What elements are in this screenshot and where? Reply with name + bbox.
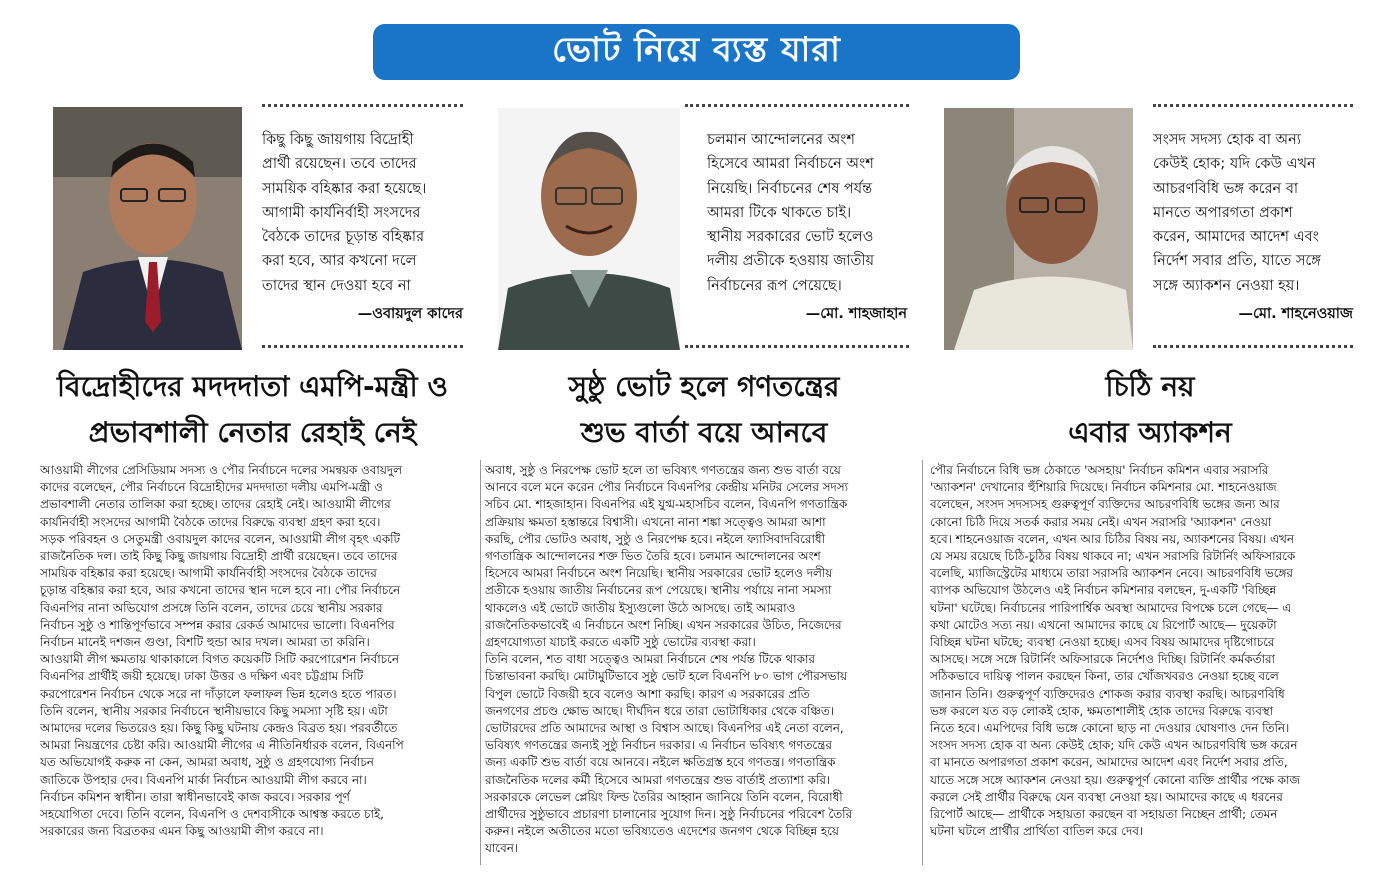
quote-rule-top-3 <box>1153 104 1353 107</box>
column-divider-2 <box>922 460 923 865</box>
headline-3: চিঠি নয় এবার অ্যাকশন <box>1068 370 1232 449</box>
quote-rule-top-2 <box>685 104 909 107</box>
article-body-3: পৌর নির্বাচনে বিধি ভঙ্গ ঠেকাতে 'অসহায়' নির্বাচন কমিশন এবার সরাসরি 'অ্যাকশন' দেখানোর হুঁশিয়ারি দিয়েছে। নির্বাচন কমিশনার মো. শাহনেওয়াজ বলেছেন, সংসদ সদস্যসহ গুরুত্বপূর্ণ ব্যক্তিদের আচরণবিধি ভঙ্গের জন্য আর কোনো চিঠি দিয়ে সতর্ক করার সময় নেই। এখন সরাসরি 'অ্যাকশন' নেওয়া হবে। শাহনেওয়াজ বলেন, এখন আর চিঠির বিষয় নয়, অ্যাকশনের বিষয়। এখন যে সময় রয়েছে চিঠি-চুঠির বিষয় থাকবে না; এখন সরাসরি রিটার্নিং অফিসারকে বলেছি, ম্যাজিস্ট্রেটের মাধ্যমে তারা সরাসরি অ্যাকশন নেবে। আচরণবিধি ভঙ্গের ব্যাপক অভিযোগ উঠলেও এই নির্বাচন কমিশনার বলছেন, দু-একটি 'বিচ্ছিন্ন ঘটনা' ঘটেছে। নির্বাচনের পারিপার্শ্বিক অবস্থা আমাদের বিপক্ষে চলে গেছে— এ কথা মোটেও সত্য নয়। এখনো আমাদের কাছে যে রিপোর্ট আছে— দুয়েকটা বিচ্ছিন্ন ঘটনা ঘটছে; ব্যবস্থা নেওয়া হচ্ছে। এসব বিষয় আমাদের দৃষ্টিগোচরে আসছে। সঙ্গে সঙ্গে রিটার্নিং অফিসারকে নির্দেশও দিচ্ছি। রিটার্নিং কর্মকর্তারা সঠিকভাবে দায়িত্ব পালন করছেন কিনা, তার খোঁজখবরও নেওয়া হচ্ছে বলে জানান তিনি। গুরুত্বপূর্ণ ব্যক্তিদেরও শোকজ করার ব্যবস্থা করছি। আচরণবিধি ভঙ্গ করলে যত বড় লোকই হোক, ক্ষমতাশালীই হোক তাদের বিরুদ্ধে ব্যবস্থা নিতে হবে। এমপিদের বিধি ভঙ্গে কোনো ছাড় না দেওয়ার ঘোষণাও দেন তিনি। সংসদ সদস্য হোক বা অন্য কেউই হোক; যদি কেউ এখন আচরণবিধি ভঙ্গ করেন বা মানতে অপারগতা প্রকাশ করেন, আমাদের আদেশ এবং নির্দেশ সবার প্রতি, যাতে সঙ্গে সঙ্গে অ্যাকশন নেওয়া হয়। গুরুত্বপূর্ণ কোনো ব্যক্তি প্রার্থীর পক্ষে কাজ করলে সেই প্রার্থীর বিরুদ্ধে যেন ব্যবস্থা নেওয়া হয়। আমাদের কাছে এ ধরনের রিপোর্ট আছে— প্রার্থীকে সহায়তা করছেন বা সহায়তা নিচ্ছেন প্রার্থী; তেমন ঘটনা ঘটলে প্রার্থীর প্রার্থিতা বাতিল করে দেব। <box>930 463 1301 839</box>
quote-rule-top-1 <box>262 104 463 107</box>
quote-text-3: সংসদ সদস্য হোক বা অন্য কেউই হোক; যদি কেউ এখন আচরণবিধি ভঙ্গ করেন বা মানতে অপারগতা প্রকাশ করেন, আমাদের আদেশ এবং নির্দেশ সবার প্রতি, যাতে সঙ্গে সঙ্গে অ্যাকশন নেওয়া হয়। <box>1153 132 1321 294</box>
article-body-2: অবাধ, সুষ্ঠু ও নিরপেক্ষ ভোট হলে তা ভবিষ্যৎ গণতন্ত্রের জন্য শুভ বার্তা বয়ে আনবে বলে মনে করেন পৌর নির্বাচনে বিএনপির কেন্দ্রীয় মনিটর সেলের সদস্য সচিব মো. শাহজাহান। বিএনপির এই যুগ্ম-মহাসচিব বলেন, বিএনপি গণতান্ত্রিক প্রক্রিয়ায় ক্ষমতা হস্তান্তরে বিশ্বাসী। এখনো নানা শঙ্কা সত্ত্বেও আমরা আশা করছি, পৌর ভোটও অবাধ, সুষ্ঠু ও নিরপেক্ষ হবে। নইলে ফ্যাসিবাদবিরোধী গণতান্ত্রিক আন্দোলনের শক্ত ভিত তৈরি হবে। চলমান আন্দোলনের অংশ হিসেবে আমরা নির্বাচনে অংশ নিয়েছি। স্থানীয় সরকারের ভোট হলেও দলীয় প্রতীকে হওয়ায় জাতীয় নির্বাচনের রূপ পেয়েছে। স্থানীয় পর্যায়ে নানা সমস্যা থাকলেও এই ভোটে জাতীয় ইস্যুগুলো উঠে আসছে। তাই আমরাও রাজনৈতিকভাবেই এ নির্বাচনে অংশ নিচ্ছি। এখন সরকারের উচিত, নিজেদের গ্রহণযোগ্যতা যাচাই করতে একটি সুষ্ঠু ভোটের ব্যবস্থা করা। তিনি বলেন, শত বাধা সত্ত্বেও আমরা নির্বাচনে শেষ পর্যন্ত টিকে থাকার চিন্তাভাবনা করছি। মোটামুটিভাবে সুষ্ঠু ভোট হলে বিএনপি ৮০ ভাগ পৌরসভায় বিপুল ভোটে বিজয়ী হবে বলেও আশা করছি। কারণ এ সরকারের প্রতি জনগণের প্রচণ্ড ক্ষোভ আছে। দীর্ঘদিন ধরে তারা ভোটাধিকার থেকে বঞ্চিত। ভোটারদের প্রতি আমাদের আস্থা ও বিশ্বাস আছে। বিএনপির এই নেতা বলেন, ভবিষ্যৎ গণতন্ত্রের জন্যই সুষ্ঠু নির্বাচন দরকার। এ নির্বাচন ভবিষ্যৎ গণতন্ত্রের জন্য একটি শুভ বার্তা বয়ে আনবে। নইলে ক্ষতিগ্রস্ত হবে গণতন্ত্র। গণতান্ত্রিক রাজনৈতিক দলের কর্মী হিসেবে আমরা গণতন্ত্রের শুভ বার্তাই প্রত্যাশা করি। সরকারকে লেভেল প্লেয়িং ফিল্ড তৈরির আহ্বান জানিয়ে তিনি বলেন, বিরোধী প্রার্থীদের সুষ্ঠুভাবে প্রচারণা চালানোর সুযোগ দিন। সুষ্ঠু নির্বাচনের পরিবেশ তৈরি করুন। নইলে অতীতের মতো ভবিষ্যতেও এদেশের জনগণ থেকে বিচ্ছিন্ন হয়ে যাবেন। <box>485 463 853 856</box>
quote-text-1: কিছু কিছু জায়গায় বিদ্রোহী প্রার্থী রয়েছেন। তবে তাদের সাময়িক বহিষ্কার করা হয়েছে। আগামী কার্যনির্বাহী সংসদের বৈঠকে তাদের চূড়ান্ত বহিষ্কার করা হবে, আর কখনো দলে তাদের স্থান দেওয়া হবে না <box>262 132 427 294</box>
column-divider-1 <box>480 460 481 865</box>
photo-md-shahnewaz <box>944 108 1133 350</box>
headline-1: বিদ্রোহীদের মদদদাতা এমপি-মন্ত্রী ও প্রভাবশালী নেতার রেহাই নেই <box>57 370 448 449</box>
quote-rule-bottom-1 <box>262 345 463 348</box>
quote-text-2: চলমান আন্দোলনের অংশ হিসেবে আমরা নির্বাচনে অংশ নিয়েছি। নির্বাচনের শেষ পর্যন্ত আমরা টিকে থাকতে চাই। স্থানীয় সরকারের ভোট হলেও দলীয় প্রতীকে হওয়ায় জাতীয় নির্বাচনের রূপ পেয়েছে। <box>707 132 875 294</box>
quote-rule-bottom-2 <box>685 345 909 348</box>
article-body-1: আওয়ামী লীগের প্রেসিডিয়াম সদস্য ও পৌর নির্বাচনে দলের সমন্বয়ক ওবায়দুল কাদের বলেছেন, পৌর নির্বাচনে বিদ্রোহীদের মদদদাতা দলীয় এমপি-মন্ত্রী ও প্রভাবশালী নেতার তালিকা করা হচ্ছে। তাদের রেহাই নেই। আওয়ামী লীগের কার্যনির্বাহী সংসদের আগামী বৈঠকে তাদের বিরুদ্ধে ব্যবস্থা গ্রহণ করা হবে। সড়ক পরিবহন ও সেতুমন্ত্রী ওবায়দুল কাদের বলেন, আওয়ামী লীগ বৃহৎ একটি রাজনৈতিক দল। তাই কিছু কিছু জায়গায় বিদ্রোহী প্রার্থী রয়েছেন। তবে তাদের সাময়িক বহিষ্কার করা হয়েছে। আগামী কার্যনির্বাহী সংসদের বৈঠকে তাদের চূড়ান্ত বহিষ্কার করা হবে, আর কখনো তাদের স্থান দলে হবে না। পৌর নির্বাচনে বিএনপির নানা অভিযোগ প্রসঙ্গে তিনি বলেন, তাদের চেয়ে স্থানীয় সরকার নির্বাচন সুষ্ঠু ও শান্তিপূর্ণভাবে সম্পন্ন করার রেকর্ড আমাদের ভালো। বিএনপির নির্বাচন মানেই দশজন গুণ্ডা, বিশটি হুন্ডা আর দখল। আমরা তা করিনি। আওয়ামী লীগ ক্ষমতায় থাকাকালে বিগত কয়েকটি সিটি করপোরেশন নির্বাচনে বিএনপির প্রার্থীই জয়ী হয়েছে। ঢাকা উত্তর ও দক্ষিণ এবং চট্টগ্রাম সিটি করপোরেশন নির্বাচন থেকে সরে না দাঁড়ালে ফলাফল ভিন্ন হলেও হতে পারত। তিনি বলেন, স্থানীয় সরকার নির্বাচনে স্থানীয়ভাবে কিছু সমস্যা সৃষ্টি হয়। এটা আমাদের দলের ভিতরেও হয়। কিছু কিছু ঘটনায় কেন্দ্রও বিব্রত হয়। পরবর্তীতে আমরা নিয়ন্ত্রণের চেষ্টা করি। আওয়ামী লীগের এ নীতিনির্ধারক বলেন, বিএনপি যত অভিযোগই করুক না কেন, আমরা অবাধ, সুষ্ঠু ও গ্রহণযোগ্য নির্বাচন জাতিকে উপহার দেব। বিএনপি মার্কা নির্বাচন আওয়ামী লীগ করবে না। নির্বাচন কমিশন স্বাধীন। তারা স্বাধীনভাবেই কাজ করবে। সরকার পূর্ণ সহযোগিতা দেবে। তিনি বলেন, বিএনপি ও দেশবাসীকে আশ্বস্ত করতে চাই, সরকারের জন্য বিব্রতকর এমন কিছু আওয়ামী লীগ করবে না। <box>40 463 404 839</box>
photo-md-shahjahan <box>498 108 680 350</box>
headline-2: সুষ্ঠু ভোট হলে গণতন্ত্রের শুভ বার্তা বয়ে আনবে <box>568 370 840 449</box>
quote-byline-2: —মো. শাহজাহান <box>805 306 907 322</box>
quote-byline-1: —ওবায়দুল কাদের <box>357 306 463 322</box>
photo-obaidul-quader <box>53 107 242 350</box>
banner-title: ভোট নিয়ে ব্যস্ত যারা <box>373 24 1020 80</box>
quote-rule-bottom-3 <box>1153 345 1353 348</box>
quote-byline-3: —মো. শাহনেওয়াজ <box>1238 306 1353 322</box>
